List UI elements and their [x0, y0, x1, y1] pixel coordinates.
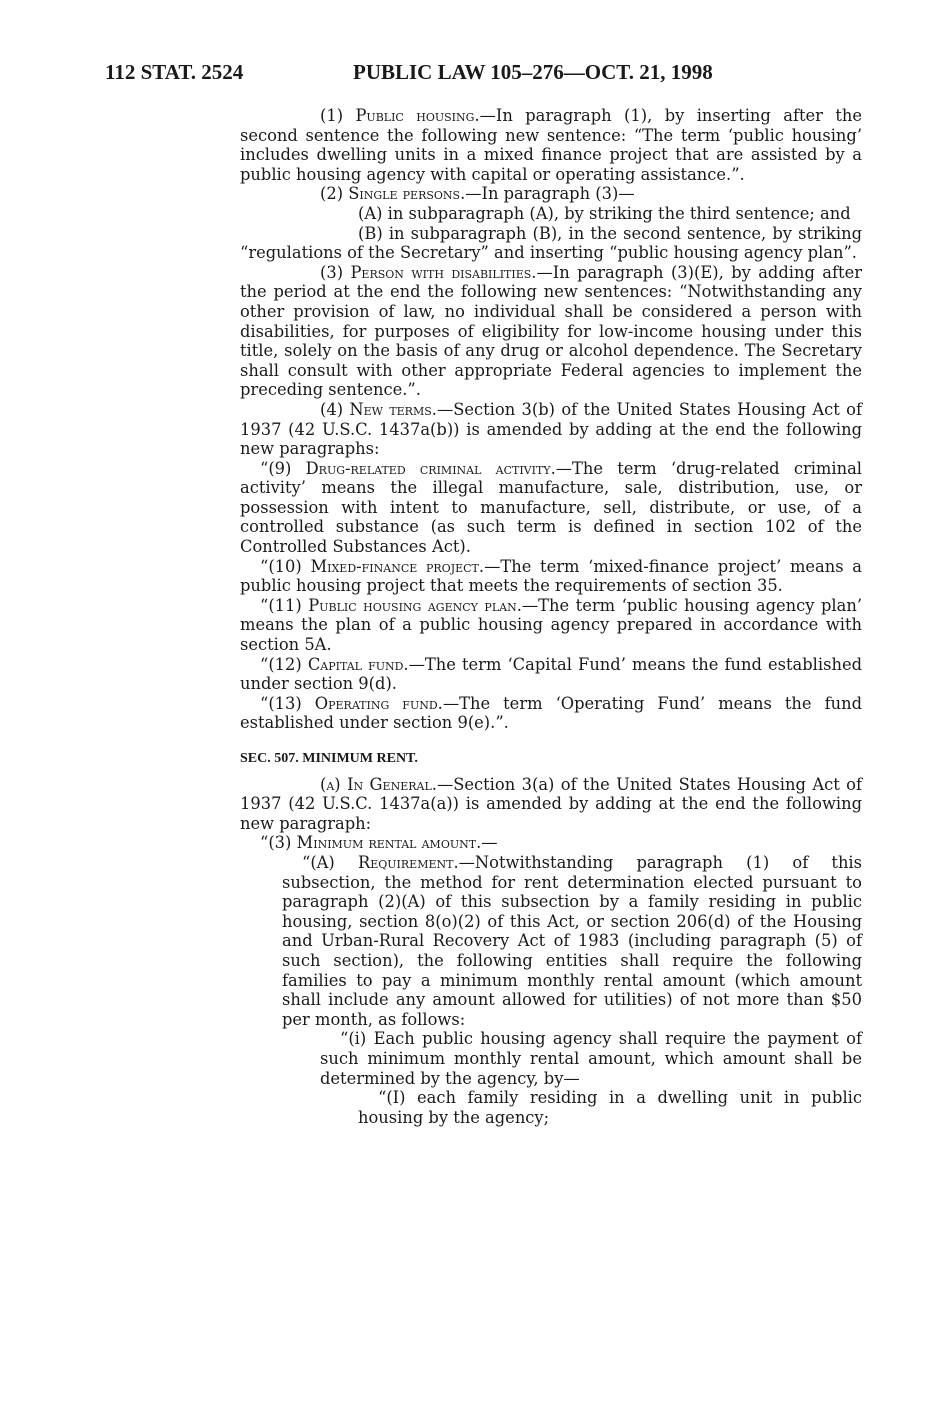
para-heading: “(A) Requirement. — [302, 852, 459, 872]
para-single-persons — [240, 184, 862, 204]
para-heading: (a) In General. — [320, 774, 437, 794]
page-header — [105, 60, 865, 86]
def-agency-plan — [240, 596, 862, 655]
def-text: —The term ‘public housing agency plan’ means the plan of a public housing agency prepared in accordance with section 5A. — [240, 595, 862, 655]
document-body — [240, 106, 862, 1127]
para-text: — — [481, 833, 498, 853]
def-heading: “(12) Capital fund. — [260, 654, 409, 674]
para-heading: (1) Public housing. — [320, 106, 480, 125]
def-drug-related — [240, 459, 862, 557]
def-heading: “(11) Public housing agency plan. — [260, 595, 522, 615]
para-text: —Section 3(a) of the United States Housing Act of 1937 (42 U.S.C. 1437a(a)) is amended by adding at the end the following new paragraph: — [240, 774, 862, 833]
clause-i: “(i) Each public housing agency shall require the payment of such minimum monthly rental amount, which amount shall be determined by the agency, by— — [320, 1029, 862, 1088]
def-capital-fund — [240, 655, 862, 694]
para-public-housing — [240, 106, 862, 184]
def-operating-fund — [240, 694, 862, 733]
para-text: —Section 3(b) of the United States Housing Act of 1937 (42 U.S.C. 1437a(b)) is amended by adding at the end the following new paragraphs: — [240, 399, 863, 459]
subclause-I: “(I) each family residing in a dwelling unit in public housing by the agency; — [358, 1088, 862, 1127]
para-text: —Notwithstanding paragraph (1) of this subsection, the method for rent determination elected pursuant to paragraph (2)(A) of this subsection by a family residing in public housing, section 8(o)(2) of this Act, or section 206(d) of the Housing and Urban-Rural Recovery Act of 1983 (including paragraph (5) of such section), the following entities shall require the following families to pay a minimum monthly rental amount (which amount shall include any amount allowed for utilities) of not more than $50 per month, as follows: — [282, 852, 862, 1029]
def-heading: “(10) Mixed-finance project. — [260, 556, 485, 576]
stat-citation: 112 STAT. 2524 — [105, 60, 244, 84]
def-text: —The term ‘Operating Fund’ means the fund established under section 9(e).”. — [240, 693, 863, 733]
para-min-rental — [240, 833, 862, 853]
para-text: —In paragraph (3)— — [465, 184, 635, 204]
para-text: —In paragraph (3)(E), by adding after the period at the end the following new sentences: “Notwithstanding any other provision of law, no individual shall be considered a person with disabilities, for purposes of eligibility for low-income housing under this title, solely on the basis of any drug or alcohol dependence. The Secretary shall consult with other appropriate Federal agencies to implement the preceding sentence.”. — [240, 262, 862, 400]
def-text: —The term ‘mixed-finance project’ means a public housing project that meets the requirements of section 35. — [240, 556, 862, 596]
law-title: PUBLIC LAW 105–276—OCT. 21, 1998 — [353, 60, 713, 84]
def-heading: “(9) Drug-related criminal activity. — [260, 458, 556, 478]
para-disabilities — [240, 263, 862, 400]
def-mixed-finance — [240, 557, 862, 596]
para-heading: (2) Single persons. — [320, 184, 466, 204]
def-text: —The term ‘Capital Fund’ means the fund established under section 9(d). — [240, 654, 862, 694]
para-requirement — [282, 853, 862, 1029]
para-new-terms — [240, 400, 862, 459]
section-heading: SEC. 507. MINIMUM RENT. — [240, 751, 418, 766]
def-text: —The term ‘drug-related criminal activity’ means the illegal manufacture, sale, distribution, use, or possession with intent to manufacture, sell, distribute, or use, of a controlled substance (as such term is defined in section 102 of the Controlled Substances Act). — [240, 458, 862, 557]
para-heading: (3) Person with disabilities. — [320, 262, 537, 282]
para-heading: (4) New terms. — [320, 399, 437, 419]
para-in-general — [240, 775, 862, 834]
subpara-b: (B) in subparagraph (B), in the second sentence, by striking “regulations of the Secretary” and inserting “public housing agency plan”. — [240, 223, 862, 263]
def-heading: “(13) Operating fund. — [260, 693, 443, 713]
para-text: —In paragraph (1), by inserting after the second sentence the following new sentence: “The term ‘public housing’ includes dwelling units in a mixed finance project that are assisted by a public housing agency with capital or operating assistance.”. — [240, 106, 863, 184]
subpara-a: (A) in subparagraph (A), by striking the third sentence; and — [358, 203, 851, 223]
para-heading: “(3) Minimum rental amount. — [260, 833, 482, 853]
